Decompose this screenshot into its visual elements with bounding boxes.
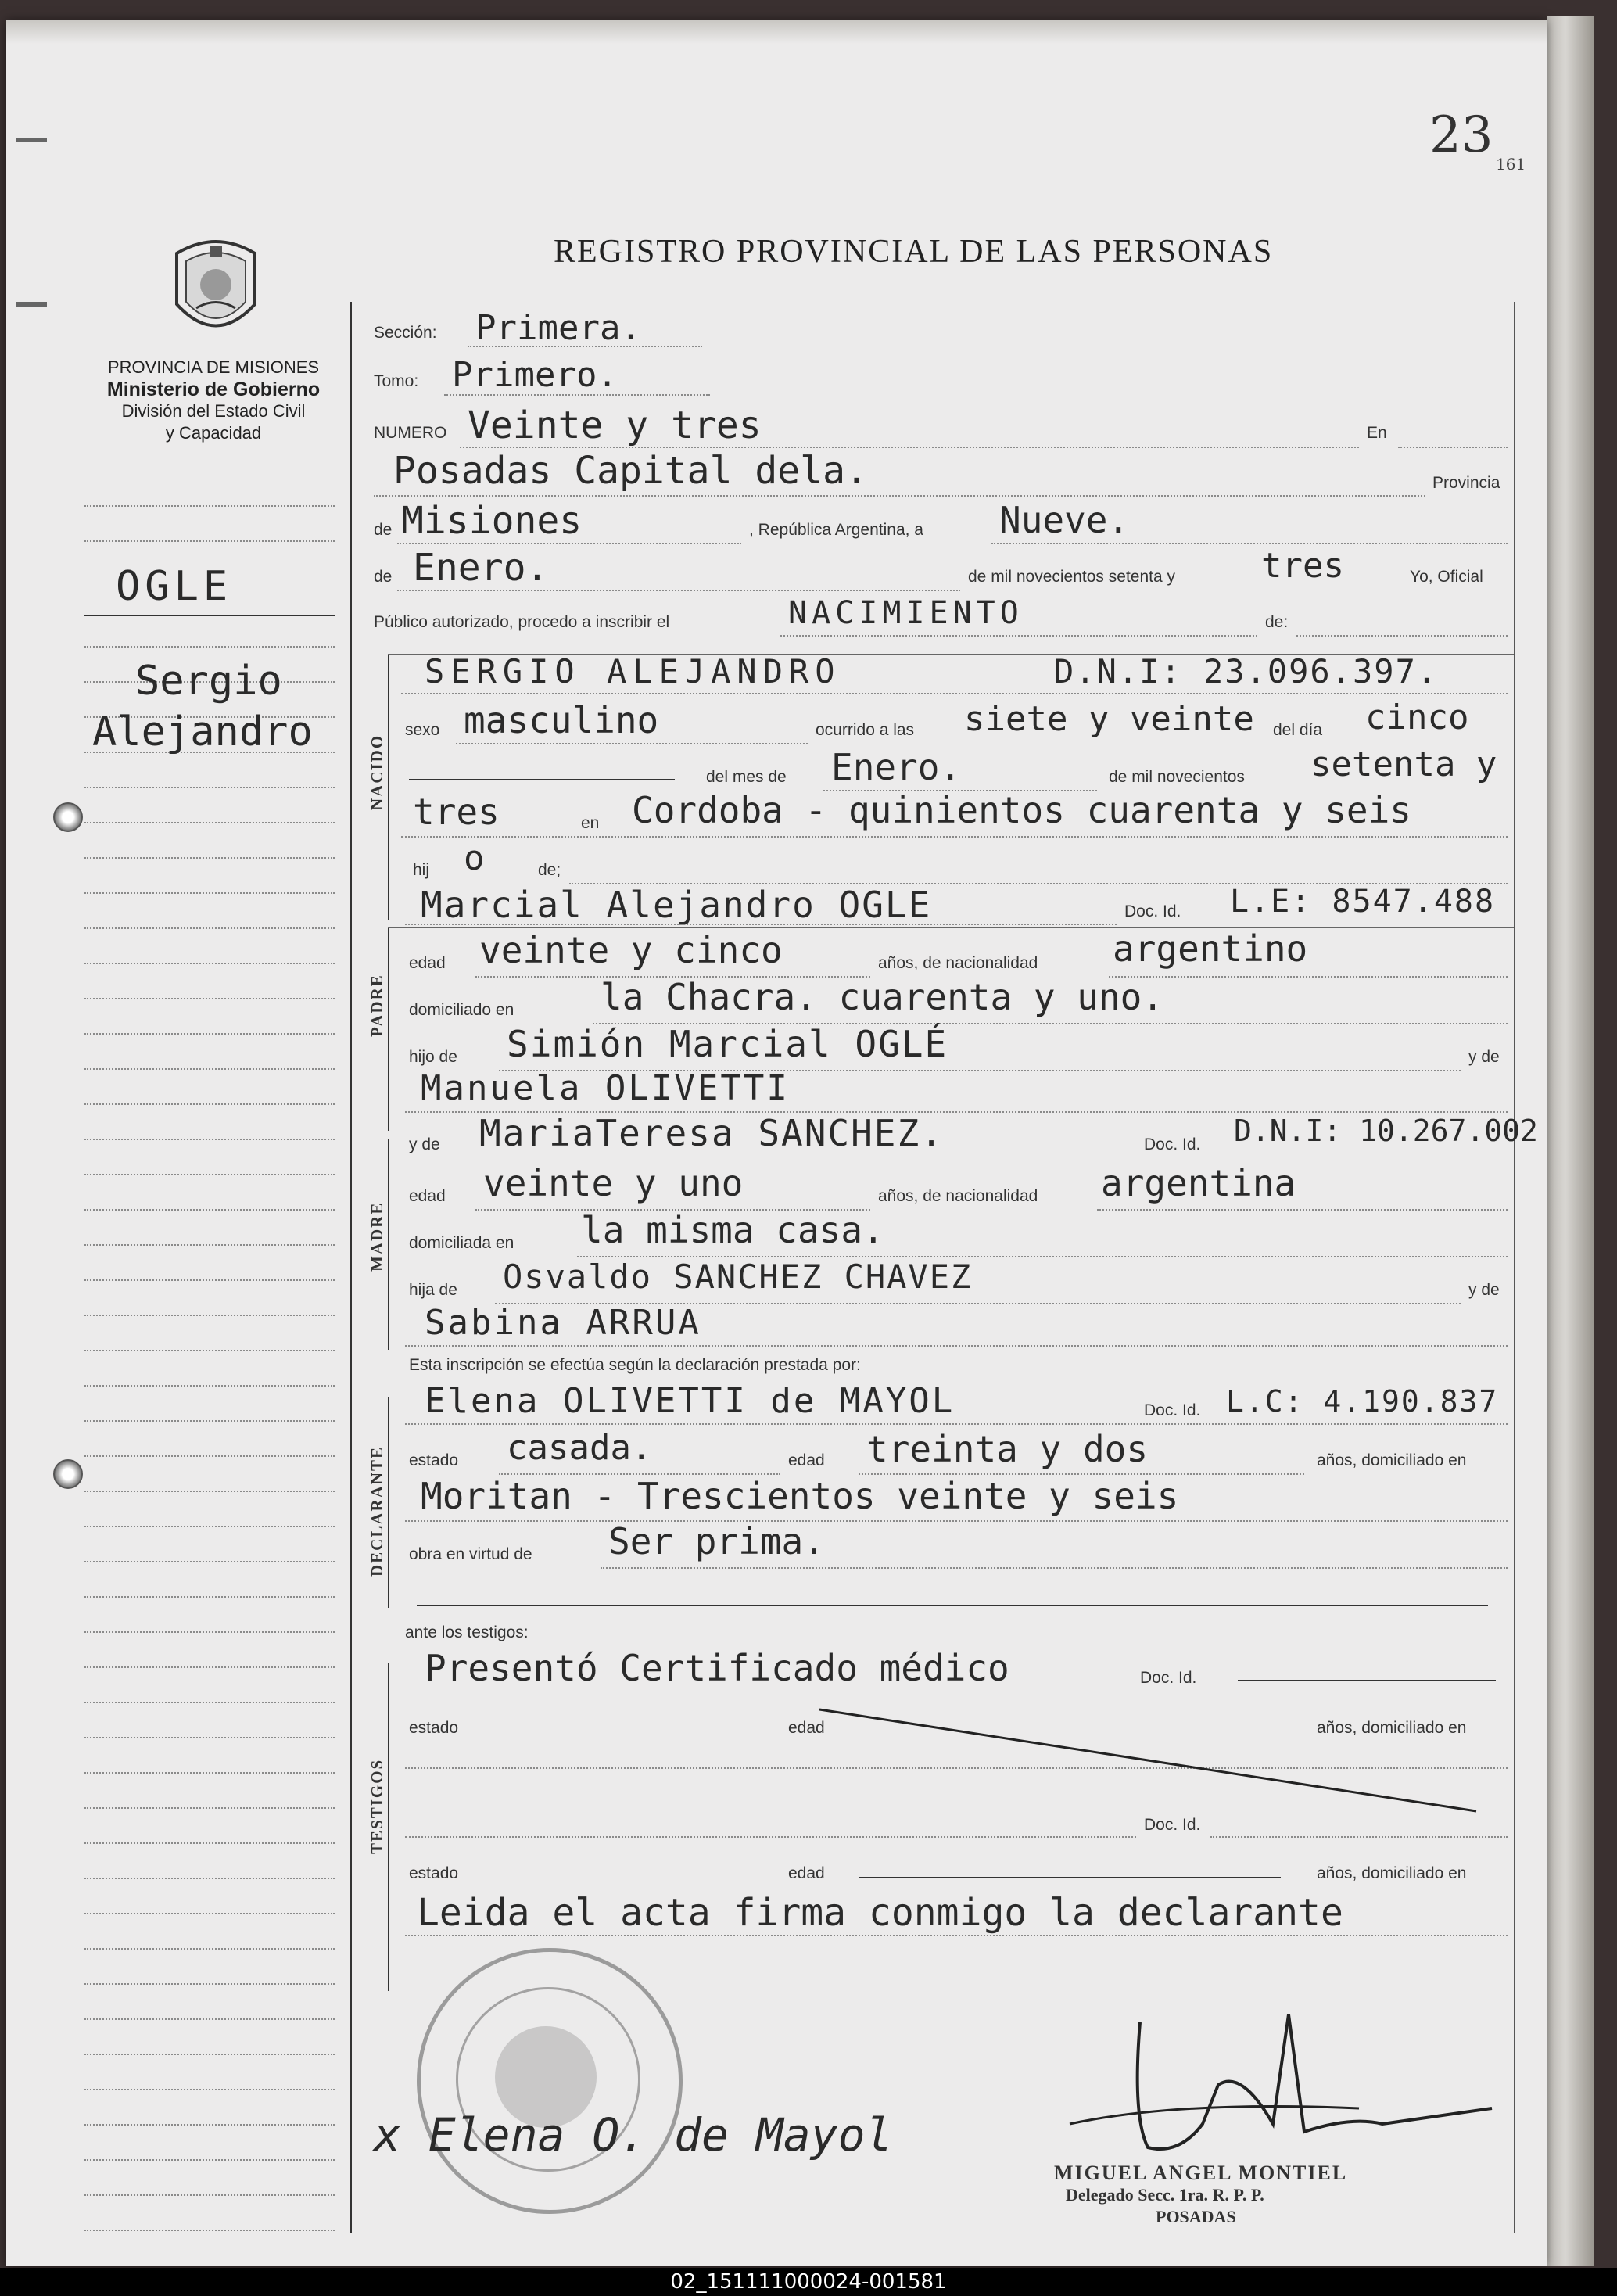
left-rule [84, 2230, 335, 2231]
left-rule [84, 2089, 335, 2090]
label-declarante-estado: estado [409, 1451, 459, 1469]
label-de: de [374, 521, 393, 539]
value-padre-nombre: Marcial Alejandro OGLE [421, 884, 932, 926]
value-hora: siete y veinte [964, 699, 1254, 739]
blank-line [417, 1605, 1488, 1606]
label-madre-nacionalidad: años, de nacionalidad [878, 1187, 1038, 1205]
dotted-line [397, 590, 960, 591]
page-edge [1547, 16, 1594, 2266]
label-yo-oficial: Yo, Oficial [1410, 568, 1483, 586]
label-en: En [1367, 424, 1387, 442]
left-rule [84, 1526, 335, 1527]
value-anio-nacimiento: setenta y [1310, 744, 1497, 784]
section-rule [388, 927, 389, 1131]
value-padre-padre: Simión Marcial OGLÉ [507, 1023, 948, 1065]
left-rule [84, 2194, 335, 2196]
dotted-line [456, 743, 808, 744]
value-tomo: Primero. [452, 355, 618, 395]
division-label-2: y Capacidad [165, 423, 262, 443]
value-acto: NACIMIENTO [788, 595, 1024, 631]
label-mil-novecientos: de mil novecientos setenta y [968, 568, 1175, 586]
label-del-mes: del mes de [706, 768, 787, 786]
label-republica: , República Argentina, a [749, 521, 923, 539]
value-declarante-domicilio: Moritan - Trescientos veinte y seis [421, 1475, 1179, 1517]
label-testigo-doc: Doc. Id. [1140, 1669, 1197, 1687]
value-declarante-estado: casada. [507, 1428, 652, 1468]
left-rule [84, 2124, 335, 2126]
label-padre-doc: Doc. Id. [1124, 902, 1181, 920]
label-declarante-edad: edad [788, 1451, 825, 1469]
value-cierre: Leida el acta firma conmigo la declarante [417, 1891, 1343, 1935]
left-rule [84, 1420, 335, 1422]
label-sexo: sexo [405, 721, 440, 739]
dotted-line [405, 924, 1117, 925]
dotted-line [401, 693, 1508, 694]
dotted-line [1296, 635, 1508, 637]
left-rule [84, 1315, 335, 1316]
cancel-stroke [788, 1678, 1492, 1921]
dotted-line [1097, 1209, 1508, 1211]
value-madre-nombre: MariaTeresa SANCHEZ. [479, 1112, 944, 1154]
label-madre-y-de: y de [409, 1135, 440, 1153]
dotted-line [405, 1345, 1508, 1347]
value-madre-domicilio: la misma casa. [581, 1209, 884, 1251]
dotted-line [1398, 447, 1508, 448]
page-number: 23 [1429, 106, 1493, 164]
value-madre-madre: Sabina ARRUA [425, 1303, 701, 1343]
dotted-line [405, 1423, 1508, 1425]
page-title: REGISTRO PROVINCIAL DE LAS PERSONAS [554, 234, 1274, 270]
officer-signature [1023, 1991, 1523, 2187]
margin-surname: OGLE [116, 563, 233, 610]
officer-title: Delegado Secc. 1ra. R. P. P. [1066, 2185, 1264, 2205]
official-seal [417, 1948, 683, 2214]
value-padre-domicilio: la Chacra. cuarenta y uno. [601, 976, 1164, 1018]
label-publico: Público autorizado, procedo a inscribir el [374, 613, 670, 631]
left-rule [84, 505, 335, 507]
label-testigo-estado-2: estado [409, 1864, 459, 1882]
label-hij: hij [413, 861, 430, 879]
left-rule [84, 1491, 335, 1492]
left-rule [84, 1455, 335, 1457]
label-provincia: Provincia [1432, 474, 1500, 492]
left-rule [84, 1702, 335, 1703]
value-anio-registro: tres [1261, 546, 1344, 586]
left-rule [84, 1666, 335, 1668]
label-testigo-doc-2: Doc. Id. [1144, 1816, 1201, 1834]
left-rule [84, 1139, 335, 1140]
left-rule [84, 1772, 335, 1774]
section-label-nacido: NACIDO [368, 734, 386, 810]
label-esta-inscripcion: Esta inscripción se efectúa según la declaración prestada por: [409, 1356, 861, 1374]
left-rule [84, 1033, 335, 1035]
value-sexo: masculino [464, 699, 659, 741]
left-rule [84, 1983, 335, 1985]
value-padre-edad: veinte y cinco [479, 929, 783, 971]
value-padre-nacionalidad: argentino [1113, 927, 1308, 970]
left-rule [84, 540, 335, 542]
value-declarante-doc: L.C: 4.190.837 [1226, 1384, 1499, 1419]
value-padre-madre: Manuela OLIVETTI [421, 1068, 790, 1108]
dotted-line [401, 836, 1508, 838]
value-dni: D.N.I: 23.096.397. [1054, 652, 1439, 691]
left-rule [84, 1068, 335, 1070]
section-rule [388, 1663, 389, 1991]
officer-name: MIGUEL ANGEL MONTIEL [1054, 2161, 1348, 2184]
binder-ring [53, 802, 83, 832]
left-rule [84, 1807, 335, 1809]
left-rule [84, 892, 335, 894]
value-declarante-edad: treinta y dos [866, 1428, 1149, 1470]
section-label-madre: MADRE [368, 1201, 386, 1272]
left-header [77, 357, 350, 444]
left-rule [84, 1279, 335, 1281]
value-mes-registro: Enero. [413, 546, 549, 590]
left-rule [84, 646, 335, 648]
label-testigo-edad-2: edad [788, 1864, 825, 1882]
label-tomo: Tomo: [374, 372, 419, 390]
value-obra: Ser prima. [608, 1520, 825, 1562]
label-de-padres: de; [538, 861, 561, 879]
declarante-signature: x Elena O. de Mayol [374, 2108, 893, 2161]
value-madre-edad: veinte y uno [483, 1162, 744, 1204]
column-divider [350, 302, 352, 2233]
margin-given-name-2: Alejandro [92, 709, 313, 755]
left-rule [84, 1842, 335, 1844]
label-testigo-domicilio-2: años, domiciliado en [1317, 1864, 1467, 1882]
left-rule [84, 1385, 335, 1387]
value-dia-registro: Nueve. [999, 499, 1130, 541]
left-rule [84, 2159, 335, 2161]
left-rule [84, 822, 335, 823]
binder-mark [16, 302, 47, 307]
value-lugar-nacimiento: Cordoba - quinientos cuarenta y seis [632, 789, 1411, 831]
footer-id: 02_151111000024-001581 [0, 2268, 1617, 2296]
dotted-line [405, 1520, 1508, 1522]
dotted-line [780, 635, 1257, 637]
value-anio-nacimiento-2: tres [413, 791, 500, 833]
page-number-small: 161 [1496, 155, 1526, 174]
label-de-colon: de: [1265, 613, 1289, 631]
margin-given-name-1: Sergio [135, 658, 282, 705]
value-nombre: SERGIO ALEJANDRO [425, 652, 841, 691]
left-rule [84, 1244, 335, 1246]
left-rule [84, 1103, 335, 1105]
label-numero: NUMERO [374, 424, 447, 442]
label-testigo-domicilio: años, domiciliado en [1317, 1719, 1467, 1737]
label-de-mes: de [374, 568, 393, 586]
value-madre-nacionalidad: argentina [1101, 1162, 1296, 1204]
value-mes-nacimiento: Enero. [831, 746, 962, 788]
left-rule [84, 1174, 335, 1175]
label-padre-edad: edad [409, 954, 446, 972]
left-rule [84, 1913, 335, 1914]
label-testigo-edad: edad [788, 1719, 825, 1737]
label-mil-novecientos-2: de mil novecientos [1109, 768, 1245, 786]
left-rule [84, 2018, 335, 2020]
section-rule [388, 1139, 389, 1350]
label-padre-y-de: y de [1468, 1048, 1500, 1066]
label-madre-y-de-2: y de [1468, 1281, 1500, 1299]
value-provincia: Misiones [401, 499, 583, 543]
officer-city: POSADAS [1156, 2207, 1236, 2226]
label-obra: obra en virtud de [409, 1545, 532, 1563]
value-padre-doc: L.E: 8547.488 [1230, 884, 1496, 920]
left-rule [84, 1631, 335, 1633]
label-ante-testigos: ante los testigos: [405, 1623, 529, 1641]
value-lugar: Posadas Capital dela. [393, 449, 868, 493]
value-hij-suffix: o [464, 838, 485, 878]
dotted-line [1109, 976, 1508, 978]
dotted-line [601, 1567, 1508, 1569]
left-rule [84, 1350, 335, 1351]
section-top-line [388, 927, 1514, 928]
section-label-testigos: TESTIGOS [368, 1758, 386, 1854]
ministry-label: Ministerio de Gobierno [106, 378, 321, 400]
section-label-padre: PADRE [368, 974, 386, 1037]
dotted-line [397, 543, 741, 544]
label-seccion: Sección: [374, 324, 437, 342]
register-page [6, 20, 1547, 2266]
label-testigo-estado: estado [409, 1719, 459, 1737]
label-declarante-domicilio: años, domiciliado en [1317, 1451, 1467, 1469]
dotted-line [444, 394, 710, 396]
binder-ring [53, 1459, 83, 1489]
label-madre-domicilio: domiciliada en [409, 1234, 514, 1252]
left-rule [84, 1596, 335, 1598]
section-rule [388, 654, 389, 920]
label-en-lugar: en [581, 814, 600, 832]
province-emblem-icon [161, 230, 271, 347]
dotted-line [460, 447, 1359, 448]
dotted-line [374, 495, 1425, 497]
dotted-line [991, 543, 1508, 544]
value-madre-padre: Osvaldo SANCHEZ CHAVEZ [503, 1257, 973, 1296]
value-dia-nacimiento: cinco [1365, 698, 1469, 737]
dotted-line [468, 346, 702, 347]
left-rule [84, 1209, 335, 1211]
left-rule [84, 927, 335, 929]
label-declarante-doc: Doc. Id. [1144, 1401, 1201, 1419]
blank-line [409, 779, 675, 780]
label-madre-doc: Doc. Id. [1144, 1135, 1201, 1153]
left-rule [84, 963, 335, 964]
province-label: PROVINCIA DE MISIONES [107, 357, 320, 377]
value-seccion: Primera. [475, 308, 641, 348]
binder-mark [16, 138, 47, 142]
left-rule [84, 2054, 335, 2055]
left-rule [84, 787, 335, 788]
value-madre-doc: D.N.I: 10.267.002 [1234, 1114, 1538, 1148]
value-numero: Veinte y tres [468, 404, 762, 447]
label-padre-nacionalidad: años, de nacionalidad [878, 954, 1038, 972]
left-rule [84, 1737, 335, 1738]
label-madre-edad: edad [409, 1187, 446, 1205]
label-padre-domicilio: domiciliado en [409, 1001, 514, 1019]
label-madre-hija-de: hija de [409, 1281, 457, 1299]
label-padre-hijo-de: hijo de [409, 1048, 457, 1066]
section-label-declarante: DECLARANTE [368, 1445, 386, 1577]
section-rule [388, 1397, 389, 1608]
division-label-1: División del Estado Civil [121, 401, 306, 421]
right-border [1514, 302, 1515, 2233]
surname-underline [84, 615, 335, 616]
left-rule [84, 1561, 335, 1562]
label-del-dia: del día [1273, 721, 1323, 739]
left-rule [84, 1948, 335, 1950]
left-rule [84, 857, 335, 859]
left-rule [84, 998, 335, 999]
dotted-line [405, 1935, 1508, 1936]
value-testigos: Presentó Certificado médico [425, 1647, 1009, 1689]
left-rule [84, 1878, 335, 1879]
label-ocurrido: ocurrido a las [816, 721, 915, 739]
value-declarante: Elena OLIVETTI de MAYOL [425, 1381, 956, 1421]
